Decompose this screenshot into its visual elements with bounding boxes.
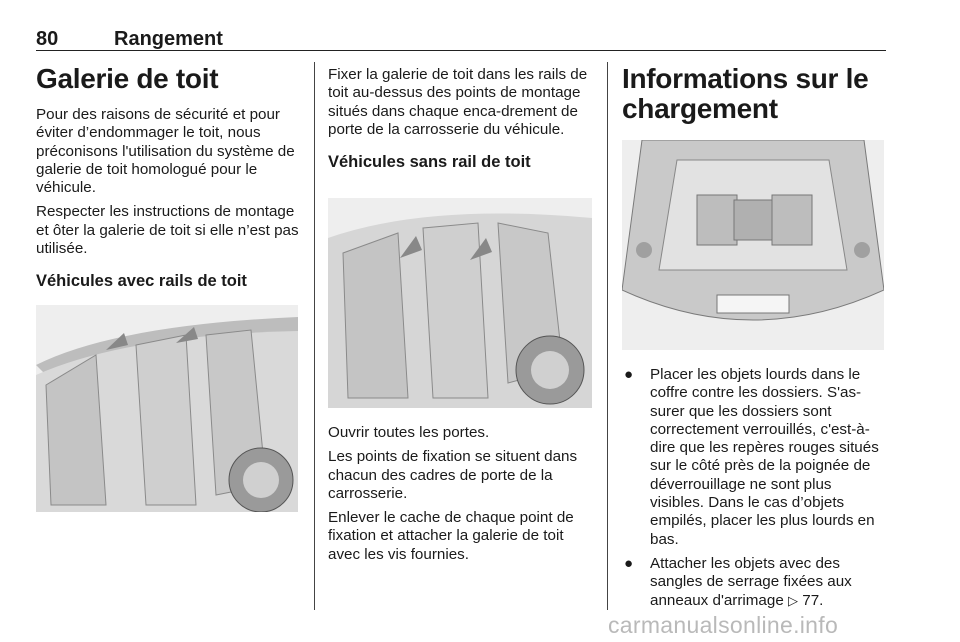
illustration-car-with-roof-rails: [36, 305, 298, 512]
column-loading-info: [622, 60, 888, 136]
column-roof-rack: [36, 60, 302, 303]
paragraph: Respecter les instructions de montage et ôter la galerie de toit si elle n’est pas utilisée.: [36, 203, 299, 258]
bullet-icon: ●: [624, 554, 634, 572]
list-item: [622, 555, 888, 610]
page-number: 80: [36, 28, 59, 50]
chapter-title: Rangement: [114, 28, 223, 50]
bullet-text: Placer les objets lourds dans le coffre contre les dossiers. S'as-surer que les dossiers sont correctement verrouillés, c'est-à-dire que les repères rouges situés sur le côté près de la poignée de déverrouillage ne sont plus visibles. Dans le cas d’objets empilés, placer les plus lourds en bas.: [650, 366, 879, 548]
illustration-car-without-roof-rails: [328, 198, 592, 408]
column-roof-rack-mounting: [328, 66, 594, 184]
paragraph: Fixer la galerie de toit dans les rails de toit au-dessus des points de montage situés dans chaque enca-drement de porte de la carrosserie du véhicule.: [328, 66, 588, 138]
list-item: [622, 366, 888, 549]
watermark: carmanualsonline.info: [608, 612, 839, 638]
section-title: Informations sur le chargement: [622, 63, 869, 124]
loading-bullets: [622, 366, 888, 616]
subsection-title: Véhicules sans rail de toit: [328, 153, 531, 172]
subsection-title: Véhicules avec rails de toit: [36, 272, 247, 291]
bullet-icon: ●: [624, 366, 634, 383]
bullet-text: Attacher les objets avec des sangles de serrage fixées aux anneaux d'arrimage: [650, 554, 852, 609]
page-header: [36, 28, 886, 51]
section-title: Galerie de toit: [36, 63, 219, 94]
column-mounting-steps: [328, 424, 594, 570]
page-reference-link[interactable]: 77.: [802, 591, 824, 609]
paragraph: Pour des raisons de sécurité et pour éviter d’endommager le toit, nous préconisons l'utilisation du système de galerie de toit homologué pour le véhicule.: [36, 106, 295, 197]
paragraph: Enlever le cache de chaque point de fixation et attacher la galerie de toit avec les vis fournies.: [328, 509, 574, 563]
page-reference-icon: ▷: [788, 592, 799, 608]
column-divider: [607, 62, 608, 610]
column-divider: [314, 62, 315, 610]
paragraph: Les points de fixation se situent dans chacun des cadres de porte de la carrosserie.: [328, 448, 578, 502]
illustration-luggage-compartment: [622, 140, 884, 350]
paragraph: Ouvrir toutes les portes.: [328, 424, 490, 441]
